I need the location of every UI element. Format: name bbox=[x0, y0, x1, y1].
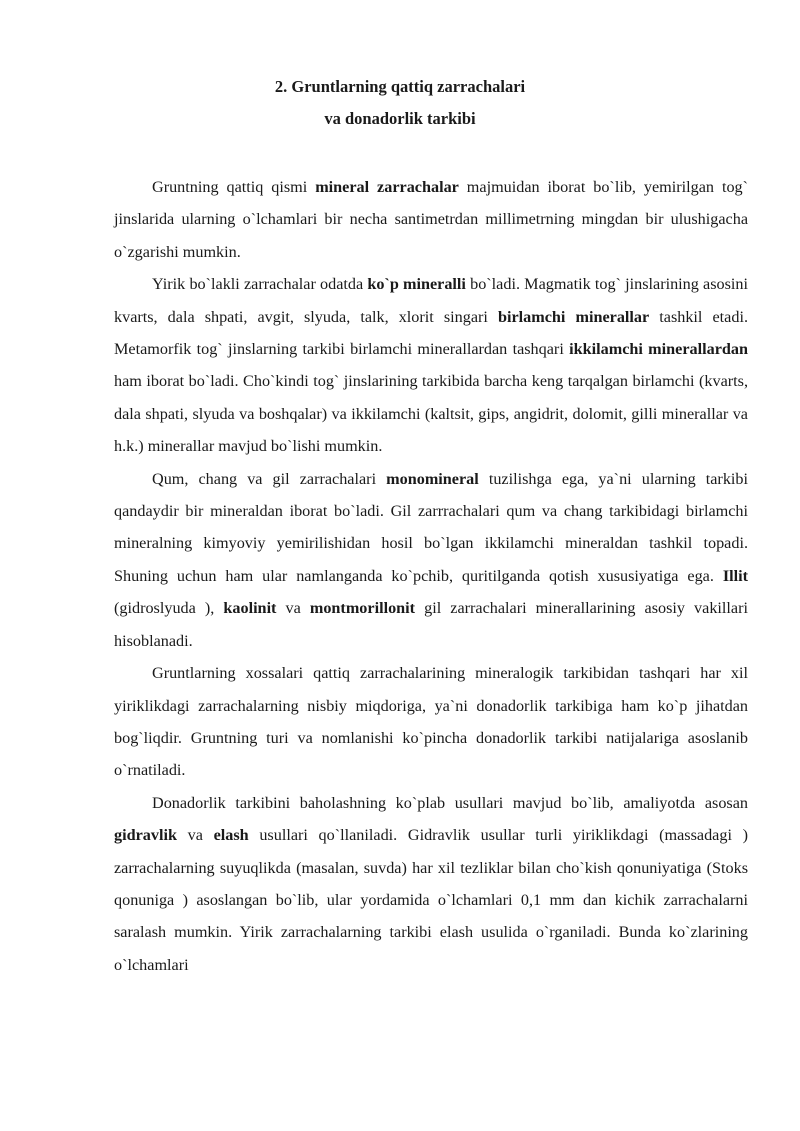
paragraph-assessment-methods: Donadorlik tarkibini baholashning ko`plab usullari mavjud bo`lib, amaliyotda asosan gidravlik va elash usullari qo`llaniladi. Gidravlik usullar turli yiriklikdagi (massadagi ) zarrachalarning suyuqlikda (masalan, suvda) har xil tezliklar bilan cho`kish qonuniyatiga (Stoks qonuniga ) asoslangan bo`lib, ular yordamida o`lchamlari 0,1 mm dan kichik zarrachalarni saralash mumkin. Yirik zarrachalarning tarkibi elash usulida o`rganiladi. Bunda ko`zlarining o`lchamlari bbox=[114, 793, 748, 974]
paragraph-monomineral: Qum, chang va gil zarrachalari monomineral tuzilishga ega, ya`ni ularning tarkibi qandaydir bir mineraldan iborat bo`ladi. Gil zarrrachalari qum va chang tarkibidagi birlamchi mineralning kimyoviy yemirilishidan hosil bo`lgan ikkilamchi mineraldan tashkil topadi. Shuning uchun ham ular namlanganda ko`pchib, quritilganda qotish xususiyatiga ega. Illit (gidroslyuda ), kaolinit va montmorillonit gil zarrachalari minerallarining asosiy vakillari hisoblanadi. bbox=[114, 469, 748, 650]
term-elash: elash bbox=[213, 826, 249, 845]
term-kop-mineralli: ko`p mineralli bbox=[367, 275, 466, 294]
paragraph-granulometric-composition: Gruntlarning xossalari qattiq zarrachalarining mineralogik tarkibidan tashqari har xil yiriklikdagi zarrachalarning nisbiy miqdoriga, ya`ni donadorlik tarkibiga ham ko`p jihatdan bog`liqdir. Gruntning turi va nomlanishi ko`pincha donadorlik tarkibi natijalariga asoslanib o`rnatiladi. bbox=[114, 664, 748, 780]
term-montmorillonit: montmorillonit bbox=[309, 599, 416, 618]
section-title-line-2: va donadorlik tarkibi bbox=[324, 109, 476, 128]
term-gidravlik: gidravlik bbox=[114, 826, 177, 845]
paragraph-primary-secondary-minerals: Yirik bo`lakli zarrachalar odatda ko`p mineralli bo`ladi. Magmatik tog` jinslarining asosini kvarts, dala shpati, avgit, slyuda, talk, xlorit singari birlamchi minerallar tashkil etadi. Metamorfik tog` jinslarning tarkibi birlamchi minerallardan tashqari ikkilamchi minerallardan ham iborat bo`ladi. Cho`kindi tog` jinslarining tarkibida barcha keng tarqalgan birlamchi (kvarts, dala shpati, slyuda va boshqalar) va ikkilamchi (kaltsit, gips, angidrit, dolomit, gilli minerallar va h.k.) minerallar mavjud bo`lishi mumkin. bbox=[114, 275, 749, 456]
term-ikkilamchi-minerallardan: ikkilamchi minerallardan bbox=[569, 340, 749, 359]
term-mineral-zarrachalar: mineral zarrachalar bbox=[315, 178, 459, 196]
term-illit: Illit bbox=[722, 566, 748, 585]
term-kaolinit: kaolinit bbox=[223, 599, 277, 618]
section-title-line-1: 2. Gruntlarning qattiq zarrachalari bbox=[274, 77, 526, 96]
term-birlamchi-minerallar: birlamchi minerallar bbox=[497, 307, 650, 326]
paragraph-mineral-particles: Gruntning qattiq qismi mineral zarrachalar majmuidan iborat bo`lib, yemirilgan tog` jinslarida ularning o`lchamlari bir necha santimetrdan millimetrning mingdan bir ulushigacha o`zgarishi mumkin. bbox=[114, 178, 749, 261]
term-monomineral: monomineral bbox=[386, 469, 479, 488]
body-text bbox=[114, 171, 748, 981]
